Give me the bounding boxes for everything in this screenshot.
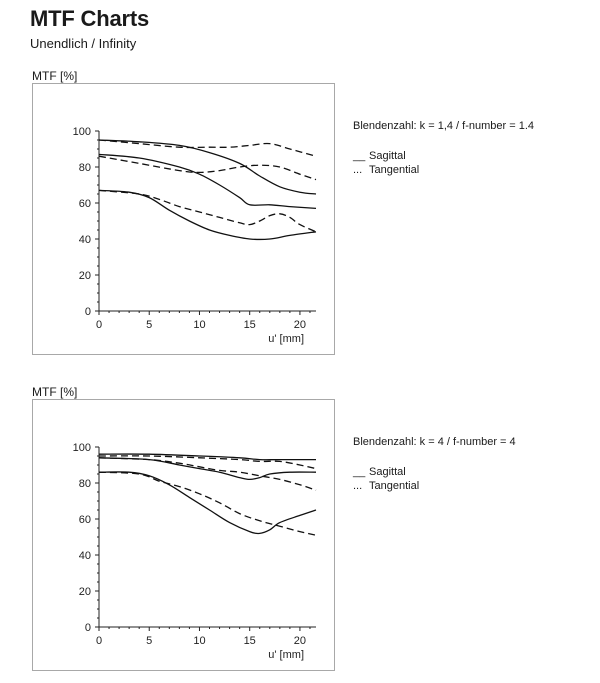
legend	[353, 435, 516, 493]
x-axis-label: u' [mm]	[268, 649, 304, 661]
y-tick-label: 100	[72, 126, 91, 138]
y-axis-label: MTF [%]	[32, 385, 78, 399]
legend-label: Sagittal	[369, 466, 406, 478]
legend-item-sagittal	[353, 465, 516, 479]
x-tick-label: 0	[95, 635, 103, 647]
legend-item-sagittal	[353, 149, 534, 163]
mtf-plot	[0, 66, 340, 366]
sagittal-curve	[99, 472, 316, 534]
sagittal-curve	[99, 140, 316, 194]
y-tick-label: 40	[78, 550, 91, 562]
tangential-curve	[99, 456, 316, 469]
mtf-plot	[0, 382, 340, 682]
y-tick-label: 40	[78, 234, 91, 246]
x-tick-label: 15	[243, 635, 256, 647]
y-tick-label: 0	[84, 622, 91, 634]
legend-item-tangential	[353, 163, 534, 177]
x-axis-label: u' [mm]	[268, 333, 304, 345]
y-tick-label: 60	[78, 514, 91, 526]
tangential-curve	[99, 458, 316, 490]
page-title: MTF Charts	[30, 6, 150, 31]
sagittal-curve	[99, 458, 316, 480]
aperture-label: Blendenzahl: k = 1,4 / f-number = 1.4	[353, 120, 535, 132]
x-tick-label: 5	[146, 635, 153, 647]
dashed-line-symbol: ...	[353, 480, 363, 492]
y-tick-label: 100	[72, 442, 91, 454]
legend-label: Tangential	[369, 164, 420, 176]
solid-line-symbol: __	[353, 466, 366, 478]
y-axis-label: MTF [%]	[32, 69, 78, 83]
x-tick-label: 5	[146, 319, 153, 331]
tangential-curve	[99, 156, 316, 179]
solid-line-symbol: __	[353, 150, 366, 162]
y-tick-label: 80	[78, 478, 91, 490]
y-tick-label: 80	[78, 162, 91, 174]
legend-item-tangential	[353, 479, 516, 493]
x-tick-label: 20	[293, 635, 307, 647]
y-tick-label: 20	[78, 270, 91, 282]
mtf-chart-f1-4	[0, 66, 600, 366]
x-tick-label: 20	[293, 319, 307, 331]
x-tick-label: 10	[193, 635, 206, 647]
y-tick-label: 20	[78, 586, 91, 598]
dashed-line-symbol: ...	[353, 164, 363, 176]
aperture-label: Blendenzahl: k = 4 / f-number = 4	[353, 436, 516, 448]
tangential-curve	[99, 190, 316, 231]
x-tick-label: 15	[243, 319, 256, 331]
legend-label: Sagittal	[369, 150, 406, 162]
legend-label: Tangential	[369, 480, 420, 492]
x-tick-label: 0	[95, 319, 103, 331]
mtf-chart-f4	[0, 382, 600, 682]
x-tick-label: 10	[193, 319, 206, 331]
y-tick-label: 60	[78, 198, 91, 210]
tangential-curve	[99, 140, 316, 156]
legend	[353, 119, 534, 177]
sagittal-curve	[99, 154, 316, 208]
page-subtitle: Unendlich / Infinity	[30, 36, 137, 51]
y-tick-label: 0	[84, 306, 91, 318]
tangential-curve	[99, 472, 316, 535]
